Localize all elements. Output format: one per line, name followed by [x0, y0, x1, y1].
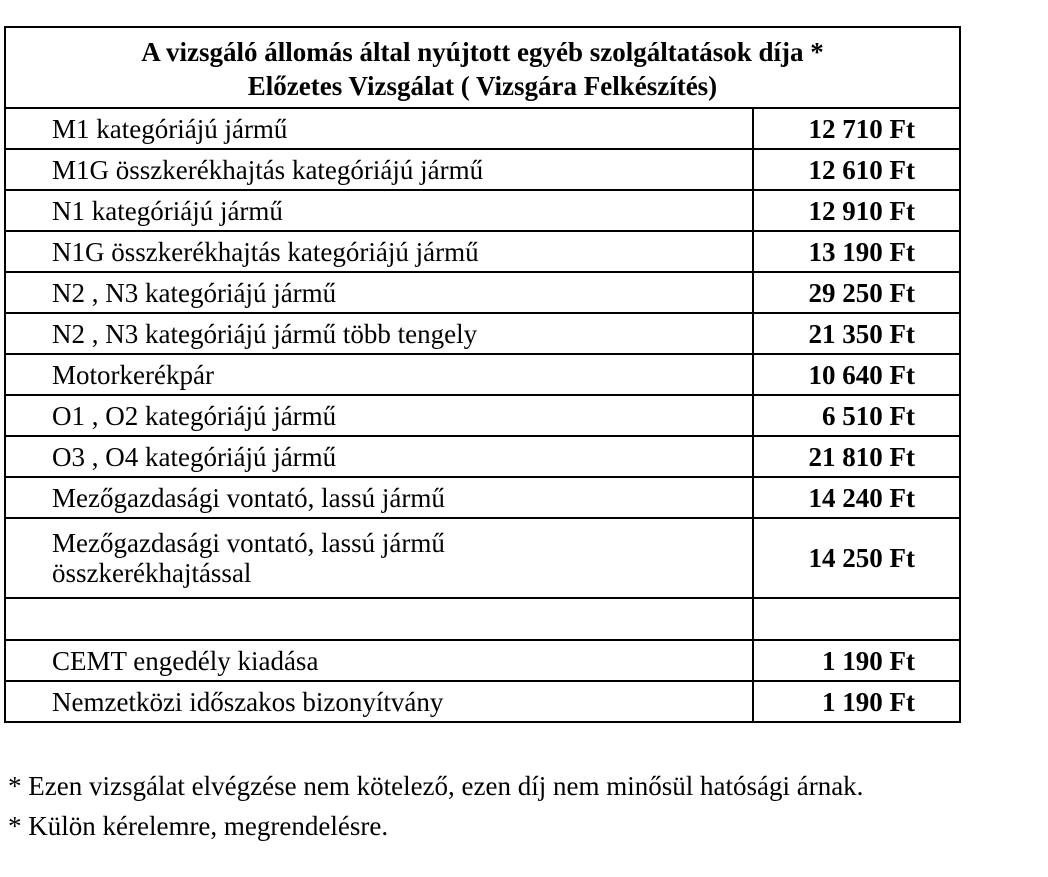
table-row: [5, 681, 960, 722]
table-title-line1: A vizsgáló állomás által nyújtott egyéb szolgáltatások díja *: [141, 36, 824, 67]
price-value: 12 910 Ft: [753, 190, 960, 231]
footnote-on-request: * Külön kérelemre, megrendelésre.: [8, 811, 389, 841]
table-row: [5, 190, 960, 231]
table-row: [5, 518, 960, 598]
price-value: 1 190 Ft: [753, 681, 960, 722]
category-name: CEMT engedély kiadása: [5, 640, 753, 681]
price-value: 21 350 Ft: [753, 313, 960, 354]
category-name: [5, 518, 753, 598]
table-row: [5, 108, 960, 149]
table-row: [5, 436, 960, 477]
table-row: [5, 313, 960, 354]
table-title-row: [5, 27, 960, 108]
category-name: O3 , O4 kategóriájú jármű: [5, 436, 753, 477]
price-value: 1 190 Ft: [753, 640, 960, 681]
table-row: [5, 354, 960, 395]
category-name-line2: összkerékhajtással: [52, 558, 252, 588]
category-name: [5, 598, 753, 640]
category-name: N1G összkerékhajtás kategóriájú jármű: [5, 231, 753, 272]
table-row-empty: [5, 598, 960, 640]
table-row: [5, 395, 960, 436]
price-value: 13 190 Ft: [753, 231, 960, 272]
table-row: [5, 640, 960, 681]
price-value: 6 510 Ft: [753, 395, 960, 436]
price-value: 29 250 Ft: [753, 272, 960, 313]
table-row: [5, 477, 960, 518]
price-value: 21 810 Ft: [753, 436, 960, 477]
table-row: [5, 231, 960, 272]
category-name: N1 kategóriájú jármű: [5, 190, 753, 231]
price-value: 12 610 Ft: [753, 149, 960, 190]
footnote-not-mandatory: * Ezen vizsgálat elvégzése nem kötelező, ezen díj nem minősül hatósági árnak.: [8, 771, 864, 801]
category-name: M1G összkerékhajtás kategóriájú jármű: [5, 149, 753, 190]
category-name: Mezőgazdasági vontató, lassú jármű: [5, 477, 753, 518]
category-name: N2 , N3 kategóriájú jármű több tengely: [5, 313, 753, 354]
category-name: O1 , O2 kategóriájú jármű: [5, 395, 753, 436]
category-name: N2 , N3 kategóriájú jármű: [5, 272, 753, 313]
category-name: Motorkerékpár: [5, 354, 753, 395]
category-name: M1 kategóriájú jármű: [5, 108, 753, 149]
table-row: [5, 149, 960, 190]
price-value: [753, 598, 960, 640]
price-value: 12 710 Ft: [753, 108, 960, 149]
table-title-line2: Előzetes Vizsgálat ( Vizsgára Felkészítés): [247, 70, 718, 101]
table-row: [5, 272, 960, 313]
category-name-line1: Mezőgazdasági vontató, lassú jármű: [52, 528, 445, 558]
price-value: 14 250 Ft: [753, 518, 960, 598]
price-value: 14 240 Ft: [753, 477, 960, 518]
table-title: [5, 27, 960, 108]
category-name: Nemzetközi időszakos bizonyítvány: [5, 681, 753, 722]
price-value: 10 640 Ft: [753, 354, 960, 395]
footnotes: [8, 766, 863, 846]
price-table: [4, 26, 961, 723]
